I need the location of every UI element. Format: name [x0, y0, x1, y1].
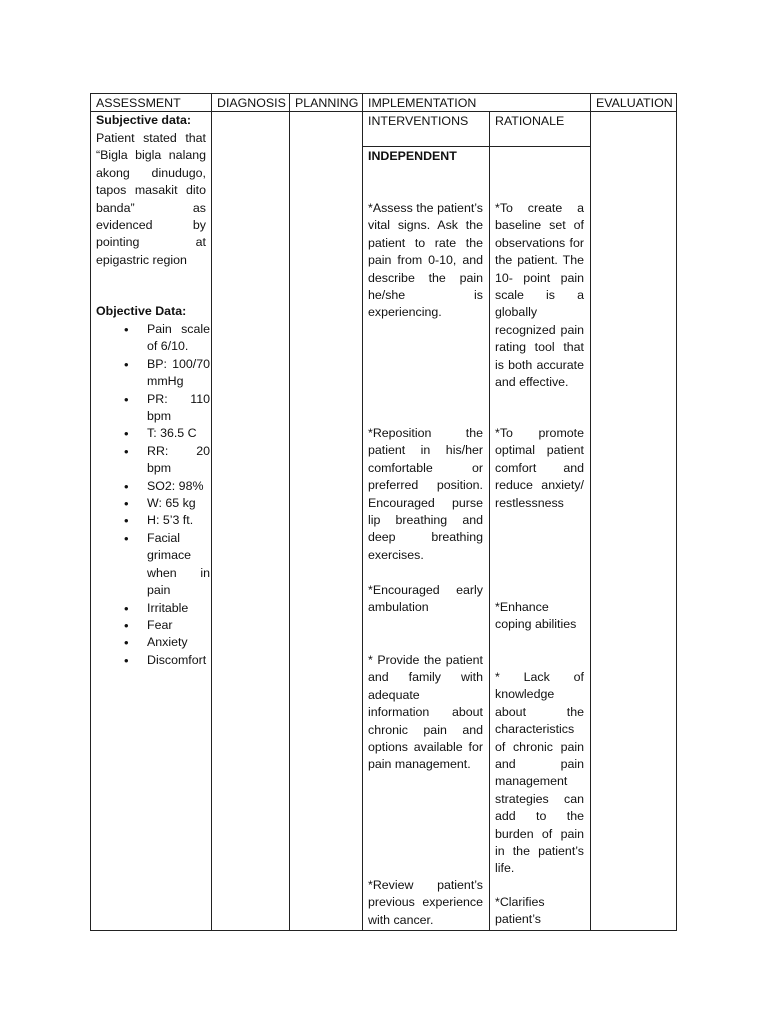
header-assessment: ASSESSMENT: [96, 96, 181, 110]
intervention-item: *Review patient’s previous experience with cancer.: [368, 878, 483, 927]
objective-item: • T: 36.5 C: [96, 425, 210, 442]
objective-item: • RR: 20 bpm: [96, 443, 210, 478]
col-divider-implementation: [590, 93, 591, 931]
table-border-bottom: [90, 930, 677, 931]
rationale-item: *Enhance coping abilities: [495, 600, 577, 632]
intervention-item: *Assess the patient’s vital signs. Ask the patient to rate the pain from 0-10, and describe the pain he/she is experiencing.: [368, 201, 483, 320]
col-divider-diagnosis: [289, 93, 290, 931]
col-divider-interventions: [489, 111, 490, 931]
intervention-item: *Encouraged early ambulation: [368, 583, 483, 615]
header-evaluation: EVALUATION: [596, 96, 673, 110]
objective-label: Objective Data:: [96, 304, 187, 318]
rationale-item: * Lack of knowledge about the characteristics of chronic pain and pain management strategies can add to the burden of pain in the patient’s life.: [495, 670, 584, 876]
objective-item: • H: 5’3 ft.: [96, 512, 210, 529]
intervention-item: *Reposition the patient in his/her comfortable or preferred position. Encouraged purse lip breathing and deep breathing exercises.: [368, 426, 483, 562]
objective-item: • Pain scale of 6/10.: [96, 321, 210, 356]
objective-item: • Irritable: [96, 600, 210, 617]
objective-list: [96, 321, 210, 669]
header-diagnosis: DIAGNOSIS: [217, 96, 286, 110]
col-divider-planning: [362, 93, 363, 931]
table-border-right: [676, 93, 677, 931]
rationale-item: *To create a baseline set of observations for the patient. The 10- point pain scale is a globally recognized pain rating tool that is both accurate and effective.: [495, 201, 584, 390]
interventions-row-divider: [362, 146, 591, 147]
subjective-text: Patient stated that “Bigla bigla nalang akong dinudugo, tapos masakit dito banda” as evidenced by pointing at epigastric region: [96, 131, 206, 267]
header-implementation: IMPLEMENTATION: [368, 96, 477, 110]
table-border-left: [90, 93, 91, 931]
objective-item: • Fear: [96, 617, 210, 634]
rationale-item: *Clarifies patient’s: [495, 895, 545, 927]
subjective-label: Subjective data:: [96, 113, 192, 127]
subheader-independent: INDEPENDENT: [368, 149, 457, 163]
objective-item: • BP: 100/70 mmHg: [96, 356, 210, 391]
rationale-item: *To promote optimal patient comfort and reduce anxiety/ restlessness: [495, 426, 584, 510]
objective-item: • Discomfort: [96, 652, 210, 669]
objective-item: • W: 65 kg: [96, 495, 210, 512]
objective-item: • SO2: 98%: [96, 478, 210, 495]
intervention-item: * Provide the patient and family with adequate information about chronic pain and options available for pain management.: [368, 653, 483, 772]
objective-item: • PR: 110 bpm: [96, 391, 210, 426]
header-planning: PLANNING: [295, 96, 359, 110]
col-divider-assessment: [211, 93, 212, 931]
objective-item: • Facial grimace when in pain: [96, 530, 210, 600]
table-border-top: [90, 93, 677, 94]
subheader-interventions: INTERVENTIONS: [368, 114, 469, 128]
objective-item: • Anxiety: [96, 634, 210, 651]
subheader-rationale: RATIONALE: [495, 114, 565, 128]
